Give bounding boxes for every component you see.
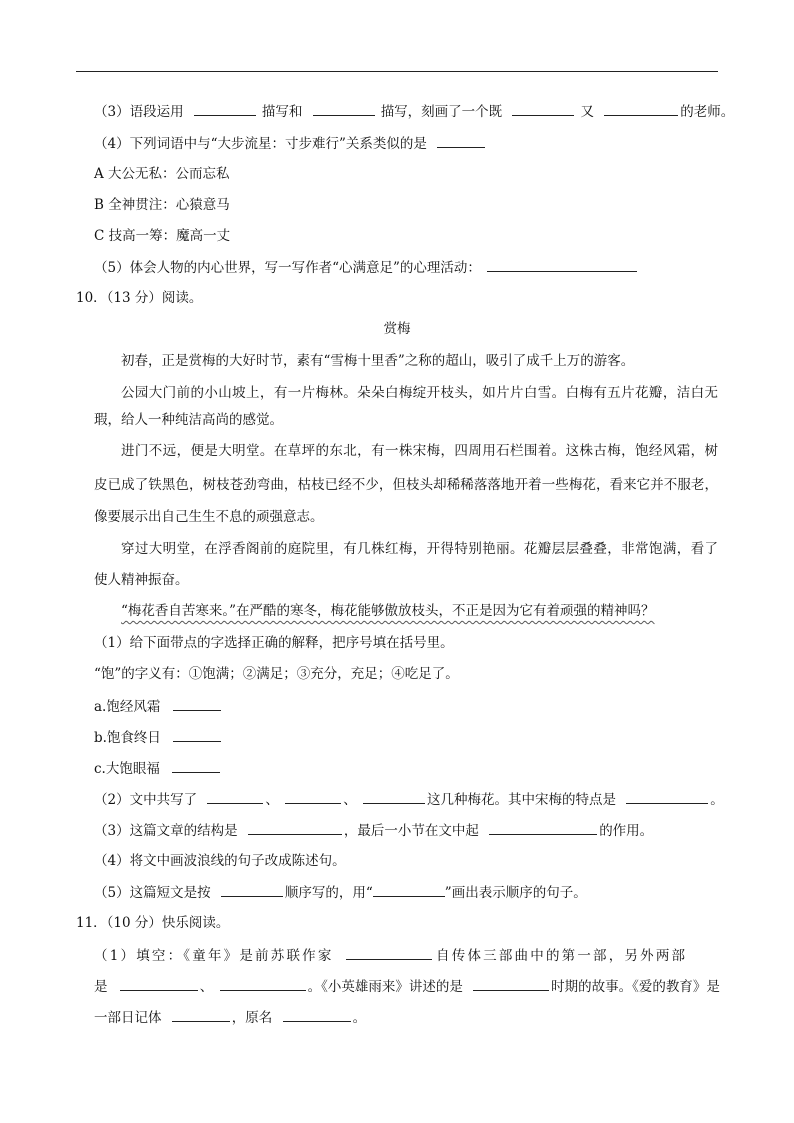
q10-sub5-text-b: 顺序写的，用“ — [284, 885, 373, 901]
q11-line3-text-c: 。 — [352, 1010, 367, 1026]
q9-sub5 — [94, 258, 637, 277]
q9-sub4 — [94, 134, 485, 153]
answer-blank[interactable] — [207, 790, 263, 804]
answer-blank[interactable] — [283, 1008, 351, 1022]
answer-blank[interactable] — [248, 821, 342, 835]
q10-sub1-item-b — [94, 728, 221, 747]
answer-blank[interactable] — [346, 946, 432, 960]
q11-line2-text-d: 时期的故事。《爱的教育》是 — [551, 979, 720, 995]
q10-sub4: （4）将文中画波浪线的句子改成陈述句。 — [94, 853, 346, 869]
header-rule — [76, 71, 718, 72]
option-b: B 全神贯注：心猿意马 — [94, 197, 230, 213]
passage-title: 赏梅 — [383, 321, 411, 337]
item-a-text: a.饱经风霜 — [94, 699, 161, 715]
passage-para-3-line-1: 进门不远，便是大明堂。在草坪的东北，有一株宋梅，四周用石栏围着。这株古梅，饱经风霜，树 — [121, 443, 718, 459]
answer-blank[interactable] — [172, 1008, 230, 1022]
q9-sub3 — [94, 102, 734, 121]
q10-sub2-text-b: 、 — [265, 792, 279, 808]
q11-line1-text-a: （1）填空：《童年》是前苏联作家 — [94, 948, 334, 964]
answer-blank[interactable] — [221, 883, 283, 897]
q10-sub1-item-a — [94, 697, 221, 716]
q10-sub5-text-c: ”画出表示顺序的句子。 — [444, 885, 587, 901]
answer-blank[interactable] — [512, 102, 574, 116]
passage-para-2-line-1: 公园大门前的小山坡上，有一片梅林。朵朵白梅绽开枝头，如片片白雪。白梅有五片花瓣，洁白无 — [121, 385, 718, 401]
item-b-text: b.饱食终日 — [94, 730, 161, 746]
q10-sub2-text-c: 、 — [343, 792, 357, 808]
q11-header: 11．（10 分）快乐阅读。 — [76, 915, 230, 931]
q9-sub5-text: （5）体会人物的内心世界，写一写作者“心满意足”的心理活动： — [94, 260, 481, 276]
answer-blank[interactable] — [173, 697, 221, 711]
q10-sub3-text-b: ，最后一小节在文中起 — [343, 823, 479, 839]
option-c: C 技高一筹：魔高一丈 — [94, 228, 231, 244]
q10-sub5 — [94, 883, 587, 902]
q10-sub1: （1）给下面带点的字选择正确的解释，把序号填在括号里。 — [94, 635, 454, 651]
answer-blank[interactable] — [220, 977, 306, 991]
passage-para-3-line-2: 皮已成了铁黑色，树枝苍劲弯曲，枯枝已经不少，但枝头却稀稀落落地开着一些梅花，看来它并不服老， — [94, 477, 718, 493]
passage-para-2-line-2: 瑕，给人一种纯洁高尚的感觉。 — [94, 412, 283, 428]
answer-blank[interactable] — [285, 790, 341, 804]
answer-blank[interactable] — [604, 102, 678, 116]
q10-sub2-text-d: 这几种梅花。其中宋梅的特点是 — [426, 792, 616, 808]
q9-sub3-text-d: 又 — [580, 104, 594, 120]
passage-para-5 — [121, 602, 655, 620]
answer-blank[interactable] — [363, 790, 425, 804]
q10-sub3-text-a: （3）这篇文章的结构是 — [94, 823, 238, 839]
q9-sub4-text: （4）下列词语中与“大步流星：寸步难行”关系类似的是 — [94, 136, 427, 152]
passage-para-1: 初春，正是赏梅的大好时节，素有“雪梅十里香”之称的超山，吸引了成千上万的游客。 — [121, 353, 635, 369]
q11-line2-text-c: 。《小英雄雨来》讲述的是 — [307, 979, 463, 995]
q10-header: 10．（13 分）阅读。 — [76, 290, 203, 306]
q11-line3-text-a: 一部日记体 — [94, 1010, 162, 1026]
answer-blank[interactable] — [487, 258, 637, 272]
q11-line2-text-a: 是 — [94, 979, 108, 995]
q10-sub2-text-e: 。 — [710, 792, 724, 808]
answer-blank[interactable] — [437, 134, 485, 148]
q10-sub2-text-a: （2）文中共写了 — [94, 792, 198, 808]
answer-blank[interactable] — [194, 102, 256, 116]
q10-sub3 — [94, 821, 653, 840]
item-c-text: c.大饱眼福 — [94, 761, 160, 777]
option-a: A 大公无私：公而忘私 — [94, 166, 230, 182]
answer-blank[interactable] — [313, 102, 375, 116]
answer-blank[interactable] — [173, 728, 221, 742]
answer-blank[interactable] — [489, 821, 597, 835]
answer-blank[interactable] — [172, 759, 220, 773]
q9-sub3-text-e: 的老师。 — [680, 104, 735, 120]
answer-blank[interactable] — [473, 977, 549, 991]
q11-line3-text-b: ，原名 — [231, 1010, 273, 1026]
wavy-underlined-sentence: “梅花香自苦寒来。”在严酷的寒冬，梅花能够傲放枝头，不正是因为它有着顽强的精神吗？ — [121, 603, 655, 619]
q10-sub5-text-a: （5）这篇短文是按 — [94, 885, 211, 901]
passage-para-4-line-1: 穿过大明堂，在浮香阁前的庭院里，有几株红梅，开得特别艳丽。花瓣层层叠叠，非常饱满，看了 — [121, 541, 718, 557]
q11-sub1-line-2 — [94, 977, 720, 996]
q9-sub3-text-c: 描写，刻画了一个既 — [380, 104, 503, 120]
answer-blank[interactable] — [626, 790, 708, 804]
q10-sub1-item-c — [94, 759, 220, 778]
q11-line2-text-b: 、 — [199, 979, 214, 995]
answer-blank[interactable] — [373, 883, 445, 897]
q11-sub1-line-1 — [94, 946, 687, 965]
answer-blank[interactable] — [120, 977, 198, 991]
q9-sub3-text-b: 描写和 — [261, 104, 303, 120]
passage-para-3-line-3: 像要展示出自己生生不息的顽强意志。 — [94, 509, 324, 525]
q10-sub2 — [94, 790, 724, 809]
q9-sub3-text-a: （3）语段运用 — [94, 104, 184, 120]
passage-para-4-line-2: 使人精神振奋。 — [94, 572, 189, 588]
q11-line1-text-b: 自传体三部曲中的第一部，另外两部 — [436, 948, 688, 964]
q11-sub1-line-3 — [94, 1008, 366, 1027]
q10-sub3-text-c: 的作用。 — [599, 823, 654, 839]
q10-sub1-definitions: “饱”的字义有：①饱满；②满足；③充分，充足；④吃足了。 — [94, 666, 459, 682]
